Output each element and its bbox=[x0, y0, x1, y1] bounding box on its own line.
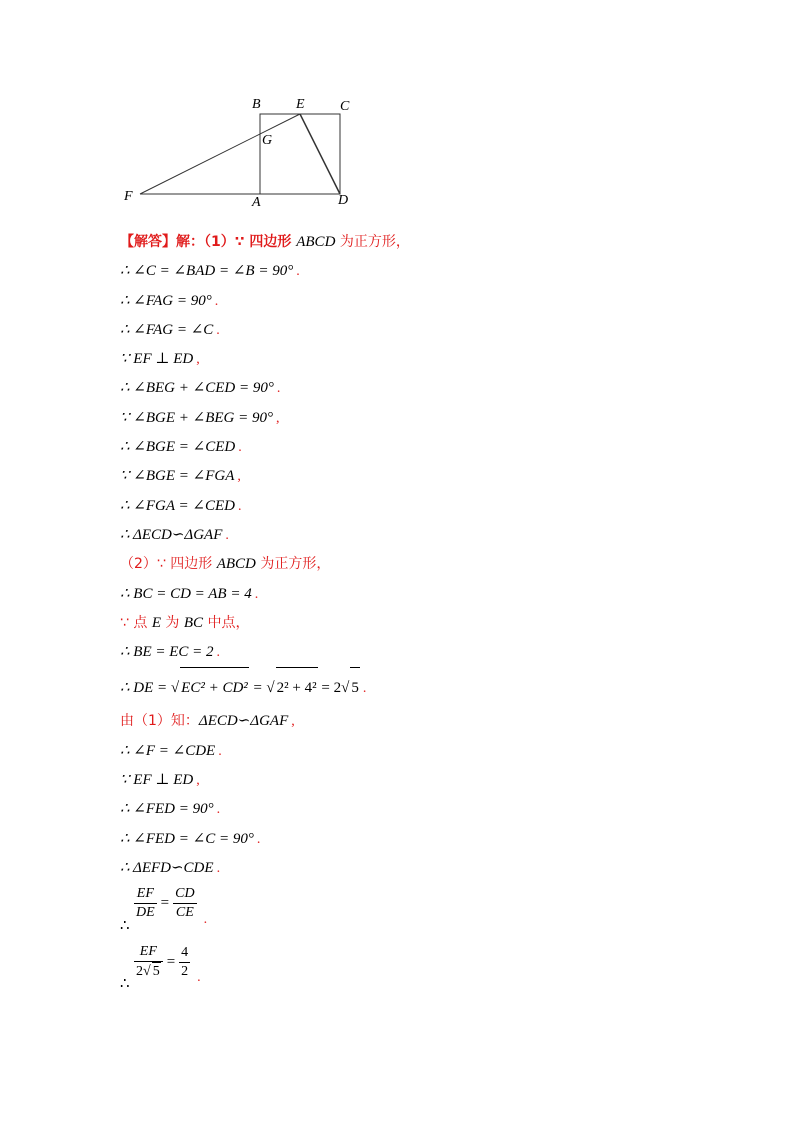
solution-line: ∴ BE = EC = 2 . bbox=[120, 644, 221, 661]
radical-2-4: 2² + 4² bbox=[276, 667, 318, 708]
solution-line: ∵ ∠BGE + ∠BEG = 90° , bbox=[120, 409, 280, 426]
label-g: G bbox=[262, 133, 273, 148]
fraction-4-2: $\frac{4}{2}$ bbox=[181, 944, 189, 979]
square-abcd bbox=[260, 114, 340, 194]
solution-line: ∵ ∠BGE = ∠FGA , bbox=[120, 468, 241, 485]
solution-line: ∴ ∠BGE = ∠CED . bbox=[120, 439, 242, 456]
solution-line: ∴ ∠FED = ∠C = 90° . bbox=[120, 830, 261, 847]
solution-line: ∴ ∠FAG = ∠C . bbox=[120, 321, 220, 338]
solution-line: ∴ ∠F = ∠CDE . bbox=[120, 742, 222, 759]
label-f: F bbox=[124, 189, 133, 204]
label-b: B bbox=[252, 97, 261, 112]
solution-line: ∵ EF ⊥ ED , bbox=[120, 351, 200, 368]
solution-line: ∴ ΔEFD∽CDE . bbox=[120, 859, 221, 876]
solution-line: ∴ ∠FAG = 90° . bbox=[120, 292, 219, 309]
solution-line: ∴ ∠C = ∠BAD = ∠B = 90° . bbox=[120, 263, 300, 280]
solution-line-radical: ∴ DE = √ EC² + CD² = √ 2² + 4² = 2√ 5 . bbox=[120, 667, 740, 707]
solution-text bbox=[120, 228, 740, 999]
solution-line: ∴ ΔECD∽ΔGAF . bbox=[120, 526, 229, 543]
solution-line: ∴ ∠FED = 90° . bbox=[120, 801, 221, 818]
solution-line: ∴ ∠FGA = ∠CED . bbox=[120, 497, 242, 514]
radical-5: 5 bbox=[350, 667, 360, 708]
solution-line: 由（1）知：ΔECD∽ΔGAF , bbox=[120, 713, 295, 730]
segment-ed bbox=[300, 114, 340, 194]
solution-line: ∵ EF ⊥ ED , bbox=[120, 772, 200, 789]
label-d: D bbox=[338, 193, 349, 208]
label-e: E bbox=[296, 97, 305, 112]
fraction-ef-de: $\frac{EF}{DE}$ bbox=[136, 886, 155, 921]
fraction-line: ∴ $\frac{EF}{2√ 5}$ = $\frac{4}{2}$ . bbox=[120, 944, 201, 993]
geometry-figure bbox=[118, 92, 368, 217]
solution-line: ∴ BC = CD = AB = 4 . bbox=[120, 585, 259, 602]
label-a: A bbox=[252, 195, 261, 210]
solution-line: （2）∵ 四边形 ABCD 为正方形， bbox=[120, 556, 331, 573]
segment-fe bbox=[140, 114, 300, 194]
fraction-cd-ce: $\frac{CD}{CE}$ bbox=[175, 886, 195, 921]
solution-line: ∴ ∠BEG + ∠CED = 90° . bbox=[120, 380, 281, 397]
label-c: C bbox=[340, 99, 350, 114]
square-triangle-diagram bbox=[118, 92, 368, 217]
fraction-ef-2root5: $\frac{EF}{2√ 5}$ bbox=[134, 943, 163, 981]
radical-ec-cd: EC² + CD² bbox=[180, 667, 249, 708]
fraction-line: ∴ $\frac{EF}{DE}$ = $\frac{CD}{CE}$ . bbox=[120, 886, 208, 935]
solution-line: ∵ 点 E 为 BC 中点， bbox=[120, 614, 250, 631]
solution-line: 【解答】解：（1）∵ 四边形 ABCD 为正方形， bbox=[120, 234, 410, 250]
